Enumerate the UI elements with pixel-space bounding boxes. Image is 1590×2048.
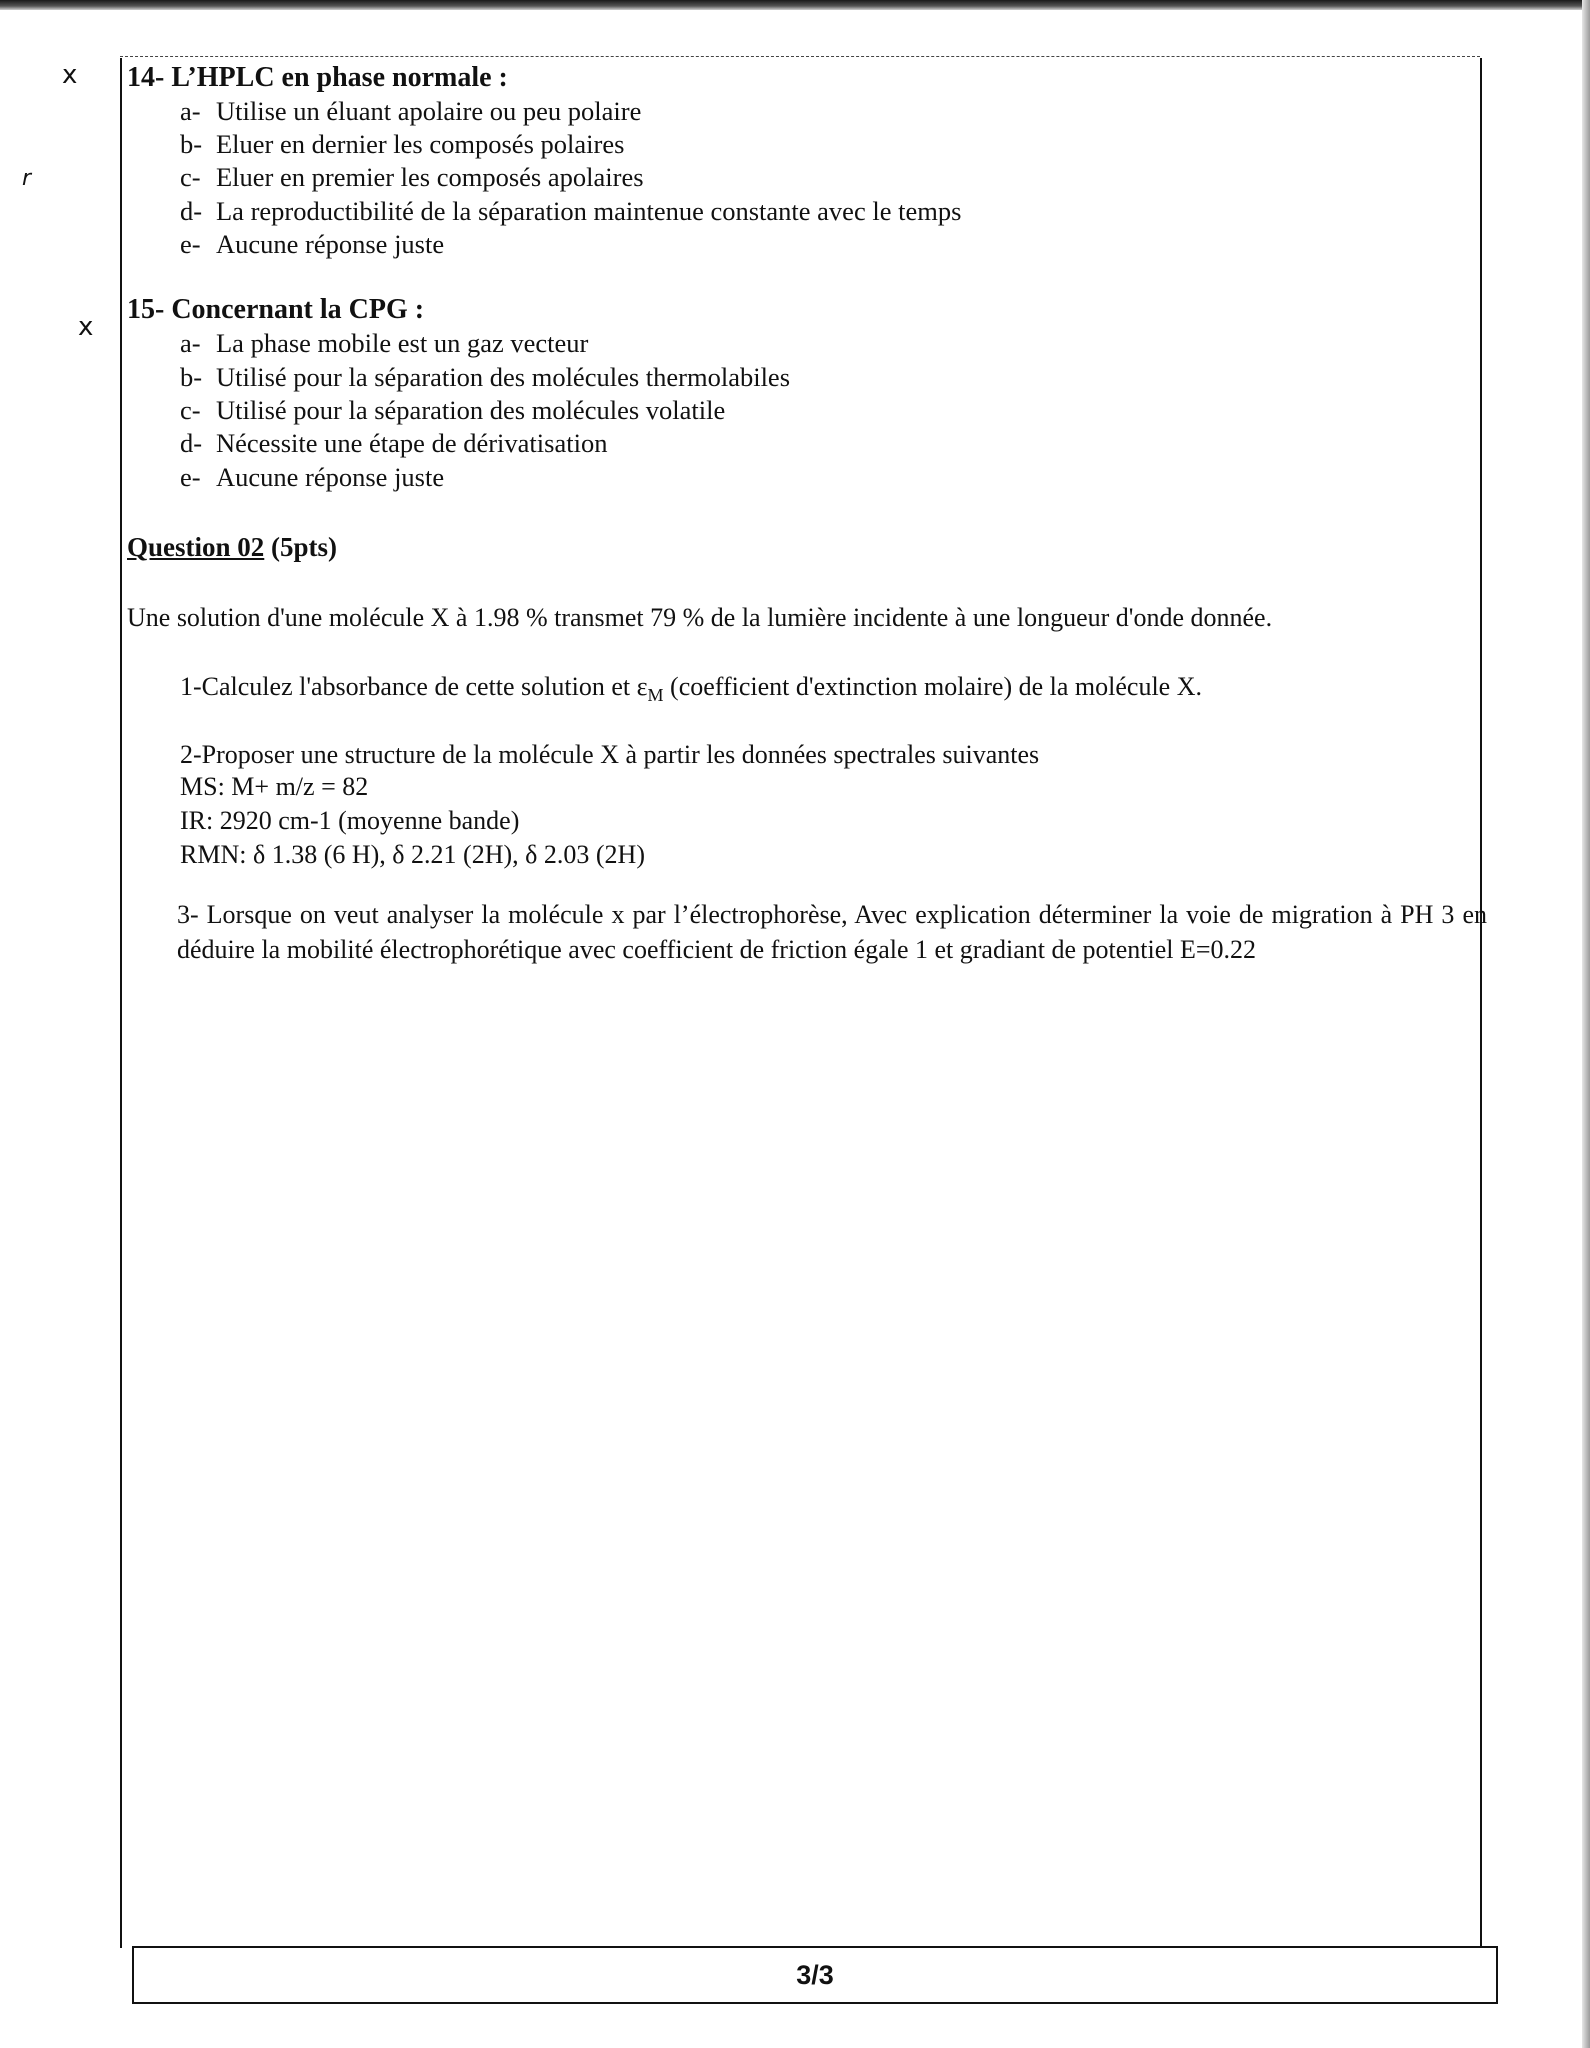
option-letter: e- bbox=[180, 229, 201, 259]
spectral-rmn: RMN: δ 1.38 (6 H), δ 2.21 (2H), δ 2.03 (2H) bbox=[180, 840, 645, 869]
option-text: Utilisé pour la séparation des molécules thermolabiles bbox=[216, 362, 791, 392]
q15-option-e bbox=[180, 462, 444, 493]
q15-option-d bbox=[180, 428, 607, 459]
option-text: Aucune réponse juste bbox=[216, 229, 445, 259]
scan-edge-right bbox=[1582, 0, 1590, 2048]
page-number: 3/3 bbox=[796, 1959, 834, 1990]
q15-option-c bbox=[180, 395, 725, 426]
part1-text-b: (coefficient d'extinction molaire) de la molécule X. bbox=[663, 672, 1202, 701]
q14-option-d bbox=[180, 196, 961, 227]
question02-part1 bbox=[180, 672, 1202, 706]
question02-points: (5pts) bbox=[264, 532, 338, 562]
part1-subscript: M bbox=[647, 685, 664, 706]
part1-text-a: 1-Calculez l'absorbance de cette solution et ε bbox=[180, 672, 648, 701]
question02-label: Question 02 bbox=[127, 532, 265, 562]
q15-title: 15- Concernant la CPG : bbox=[127, 294, 425, 325]
margin-mark-stray: r bbox=[22, 166, 32, 191]
question02-part3: 3- Lorsque on veut analyser la molécule x par l’électrophorèse, Avec explication déterminer la voie de migration à PH 3 en déduire la mobilité électrophorétique avec coefficient de friction égale 1 et gradiant de potentiel E=0.22 bbox=[177, 900, 1487, 964]
option-letter: d- bbox=[180, 196, 203, 226]
option-letter: a- bbox=[180, 328, 201, 358]
option-letter: b- bbox=[180, 129, 203, 159]
page-footer bbox=[132, 1946, 1498, 2004]
q14-option-c bbox=[180, 162, 644, 193]
option-text: La reproductibilité de la séparation maintenue constante avec le temps bbox=[216, 196, 962, 226]
option-text: Utilisé pour la séparation des molécules volatile bbox=[216, 395, 726, 425]
option-letter: d- bbox=[180, 428, 203, 458]
option-letter: b- bbox=[180, 362, 203, 392]
option-letter: c- bbox=[180, 162, 201, 192]
q14-option-a bbox=[180, 96, 641, 127]
spectral-ms: MS: M+ m/z = 82 bbox=[180, 772, 369, 801]
margin-mark-q14: x bbox=[62, 60, 78, 90]
spectral-ir: IR: 2920 cm-1 (moyenne bande) bbox=[180, 806, 520, 835]
option-text: Nécessite une étape de dérivatisation bbox=[216, 428, 608, 458]
option-letter: e- bbox=[180, 462, 201, 492]
option-text: Eluer en premier les composés apolaires bbox=[216, 162, 644, 192]
margin-mark-q15: x bbox=[78, 312, 94, 342]
option-text: Aucune réponse juste bbox=[216, 462, 445, 492]
option-letter: c- bbox=[180, 395, 201, 425]
scan-edge-top bbox=[0, 0, 1590, 10]
question02-intro: Une solution d'une molécule X à 1.98 % transmet 79 % de la lumière incidente à une longueur d'onde donnée. bbox=[127, 603, 1273, 632]
option-text: La phase mobile est un gaz vecteur bbox=[216, 328, 589, 358]
question02-heading bbox=[127, 532, 337, 563]
q14-option-b bbox=[180, 129, 624, 160]
option-letter: a- bbox=[180, 96, 201, 126]
q15-option-b bbox=[180, 362, 790, 393]
question02-part2: 2-Proposer une structure de la molécule X à partir les données spectrales suivantes bbox=[180, 740, 1040, 769]
option-text: Utilise un éluant apolaire ou peu polaire bbox=[216, 96, 642, 126]
q14-title: 14- L’HPLC en phase normale : bbox=[127, 62, 508, 93]
option-text: Eluer en dernier les composés polaires bbox=[216, 129, 625, 159]
q14-option-e bbox=[180, 229, 444, 260]
q15-option-a bbox=[180, 328, 588, 359]
frame-top-line bbox=[120, 56, 1480, 57]
